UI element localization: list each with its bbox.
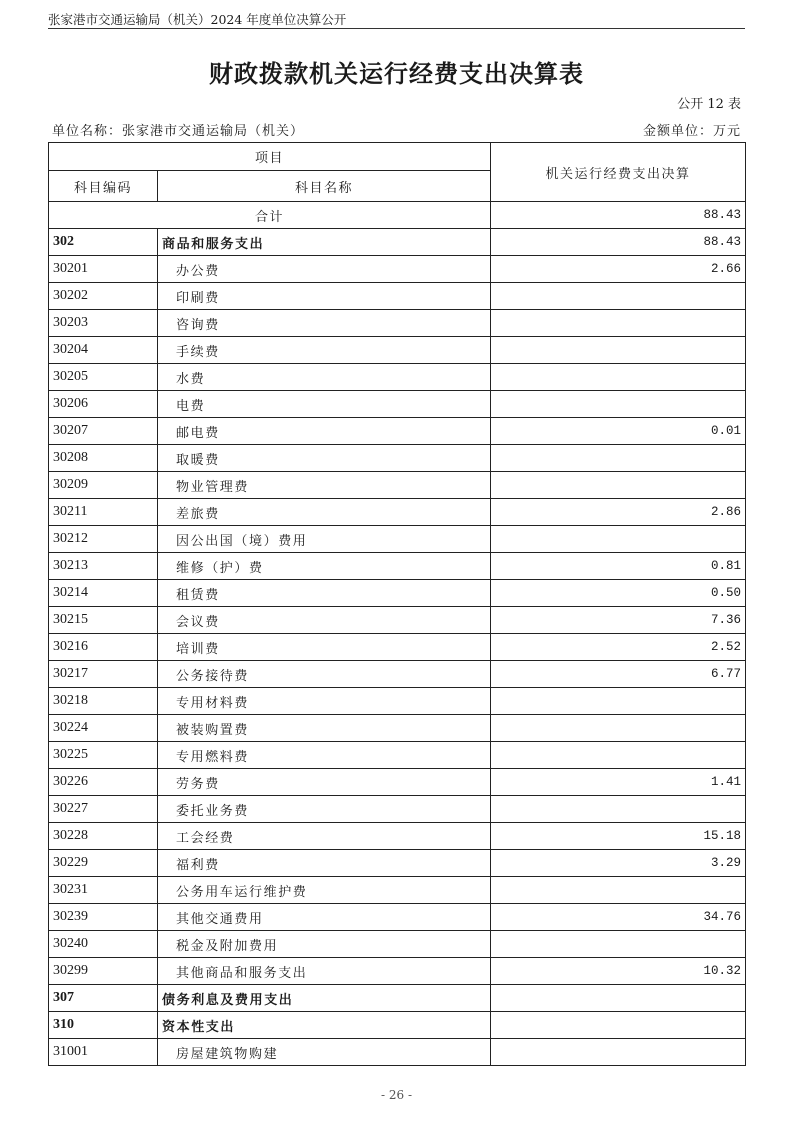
- subject-code-cell: 30226: [49, 769, 158, 796]
- code-header: 科目编码: [49, 171, 158, 202]
- table-row: [49, 391, 746, 418]
- subject-code-cell: 30205: [49, 364, 158, 391]
- subject-name-cell: 办公费: [158, 256, 491, 283]
- subject-code-cell: 30208: [49, 445, 158, 472]
- subject-code-cell: 30224: [49, 715, 158, 742]
- amount-cell: [491, 526, 746, 553]
- amount-cell: [491, 364, 746, 391]
- subject-name-cell: 物业管理费: [158, 472, 491, 499]
- subject-name-cell: 电费: [158, 391, 491, 418]
- amount-cell: [491, 445, 746, 472]
- subject-code-cell: 31001: [49, 1039, 158, 1066]
- subject-code-cell: 30225: [49, 742, 158, 769]
- table-row: [49, 877, 746, 904]
- amount-cell: 2.86: [491, 499, 746, 526]
- amount-cell: [491, 337, 746, 364]
- subject-name-cell: 福利费: [158, 850, 491, 877]
- subject-code-cell: 30214: [49, 580, 158, 607]
- subject-name-cell: 专用材料费: [158, 688, 491, 715]
- amount-cell: [491, 688, 746, 715]
- total-row: [49, 202, 746, 229]
- table-row: [49, 958, 746, 985]
- amount-cell: 3.29: [491, 850, 746, 877]
- subject-name-cell: 邮电费: [158, 418, 491, 445]
- subject-code-cell: 30203: [49, 310, 158, 337]
- amount-cell: 15.18: [491, 823, 746, 850]
- table-row: [49, 931, 746, 958]
- table-row: [49, 229, 746, 256]
- subject-code-cell: 30209: [49, 472, 158, 499]
- subject-name-cell: 维修（护）费: [158, 553, 491, 580]
- subject-name-cell: 印刷费: [158, 283, 491, 310]
- table-row: [49, 904, 746, 931]
- table-row: [49, 499, 746, 526]
- header-rule: [48, 28, 745, 29]
- table-row: [49, 472, 746, 499]
- subject-code-cell: 310: [49, 1012, 158, 1039]
- subject-name-cell: 培训费: [158, 634, 491, 661]
- table-number: 公开 12 表: [677, 97, 741, 112]
- table-row: [49, 445, 746, 472]
- subject-name-cell: 房屋建筑物购建: [158, 1039, 491, 1066]
- subject-name-cell: 委托业务费: [158, 796, 491, 823]
- subject-name-cell: 专用燃料费: [158, 742, 491, 769]
- subject-name-cell: 租赁费: [158, 580, 491, 607]
- table-row: [49, 1012, 746, 1039]
- item-header: 项目: [49, 143, 491, 171]
- subject-name-cell: 差旅费: [158, 499, 491, 526]
- amount-cell: [491, 931, 746, 958]
- subject-code-cell: 30229: [49, 850, 158, 877]
- subject-code-cell: 30204: [49, 337, 158, 364]
- amount-cell: 0.50: [491, 580, 746, 607]
- unit-name: 单位名称：张家港市交通运输局（机关）: [52, 124, 305, 139]
- table-row: [49, 985, 746, 1012]
- subject-code-cell: 30207: [49, 418, 158, 445]
- subject-name-cell: 其他商品和服务支出: [158, 958, 491, 985]
- table-row: [49, 553, 746, 580]
- table-row: [49, 661, 746, 688]
- amount-cell: [491, 877, 746, 904]
- subject-name-cell: 债务利息及费用支出: [158, 985, 491, 1012]
- subject-code-cell: 30231: [49, 877, 158, 904]
- amount-cell: [491, 985, 746, 1012]
- header-row-1: [49, 143, 746, 171]
- subject-name-cell: 水费: [158, 364, 491, 391]
- table-row: [49, 850, 746, 877]
- amount-cell: [491, 391, 746, 418]
- amount-cell: [491, 1012, 746, 1039]
- subject-code-cell: 30216: [49, 634, 158, 661]
- table-row: [49, 742, 746, 769]
- amount-cell: 0.01: [491, 418, 746, 445]
- amount-cell: [491, 472, 746, 499]
- total-label: 合计: [49, 202, 491, 229]
- table-row: [49, 796, 746, 823]
- subject-name-cell: 资本性支出: [158, 1012, 491, 1039]
- subject-name-cell: 被装购置费: [158, 715, 491, 742]
- table-row: [49, 337, 746, 364]
- table-row: [49, 580, 746, 607]
- subject-name-cell: 因公出国（境）费用: [158, 526, 491, 553]
- subject-code-cell: 30227: [49, 796, 158, 823]
- amount-cell: 10.32: [491, 958, 746, 985]
- amount-cell: [491, 310, 746, 337]
- subject-code-cell: 30201: [49, 256, 158, 283]
- table-row: [49, 688, 746, 715]
- amount-cell: [491, 283, 746, 310]
- subject-name-cell: 税金及附加费用: [158, 931, 491, 958]
- subject-code-cell: 302: [49, 229, 158, 256]
- table-row: [49, 526, 746, 553]
- amount-cell: 88.43: [491, 229, 746, 256]
- subject-code-cell: 30228: [49, 823, 158, 850]
- amount-cell: 1.41: [491, 769, 746, 796]
- subject-code-cell: 30212: [49, 526, 158, 553]
- subject-name-cell: 咨询费: [158, 310, 491, 337]
- amount-cell: [491, 1039, 746, 1066]
- amount-cell: [491, 715, 746, 742]
- subject-name-cell: 取暖费: [158, 445, 491, 472]
- subject-code-cell: 30217: [49, 661, 158, 688]
- amount-cell: 6.77: [491, 661, 746, 688]
- amount-unit: 金额单位：万元: [642, 124, 741, 139]
- total-amount: 88.43: [491, 202, 746, 229]
- subject-name-cell: 商品和服务支出: [158, 229, 491, 256]
- subject-name-cell: 其他交通费用: [158, 904, 491, 931]
- subject-name-cell: 劳务费: [158, 769, 491, 796]
- table-row: [49, 418, 746, 445]
- table-row: [49, 364, 746, 391]
- table-row: [49, 607, 746, 634]
- subject-name-cell: 公务用车运行维护费: [158, 877, 491, 904]
- amount-header: 机关运行经费支出决算: [491, 143, 746, 202]
- amount-cell: 2.66: [491, 256, 746, 283]
- table-row: [49, 769, 746, 796]
- subject-name-cell: 公务接待费: [158, 661, 491, 688]
- table-row: [49, 256, 746, 283]
- table-row: [49, 823, 746, 850]
- subject-name-cell: 会议费: [158, 607, 491, 634]
- table-row: [49, 634, 746, 661]
- table-row: [49, 310, 746, 337]
- name-header: 科目名称: [158, 171, 491, 202]
- subject-code-cell: 30215: [49, 607, 158, 634]
- amount-cell: [491, 742, 746, 769]
- subject-name-cell: 工会经费: [158, 823, 491, 850]
- table-row: [49, 715, 746, 742]
- subject-code-cell: 30299: [49, 958, 158, 985]
- subject-code-cell: 30206: [49, 391, 158, 418]
- amount-cell: [491, 796, 746, 823]
- table-row: [49, 1039, 746, 1066]
- subject-code-cell: 30240: [49, 931, 158, 958]
- page-number: - 26 -: [380, 1088, 412, 1102]
- subject-code-cell: 30213: [49, 553, 158, 580]
- expenditure-table: [48, 142, 746, 1066]
- amount-cell: 7.36: [491, 607, 746, 634]
- subject-code-cell: 30202: [49, 283, 158, 310]
- subject-code-cell: 30239: [49, 904, 158, 931]
- subject-code-cell: 30211: [49, 499, 158, 526]
- amount-cell: 2.52: [491, 634, 746, 661]
- page-title: 财政拨款机关运行经费支出决算表: [209, 59, 584, 88]
- amount-cell: 34.76: [491, 904, 746, 931]
- subject-code-cell: 30218: [49, 688, 158, 715]
- subject-code-cell: 307: [49, 985, 158, 1012]
- subject-name-cell: 手续费: [158, 337, 491, 364]
- running-header: 张家港市交通运输局（机关）2024 年度单位决算公开: [48, 12, 347, 27]
- amount-cell: 0.81: [491, 553, 746, 580]
- table-row: [49, 283, 746, 310]
